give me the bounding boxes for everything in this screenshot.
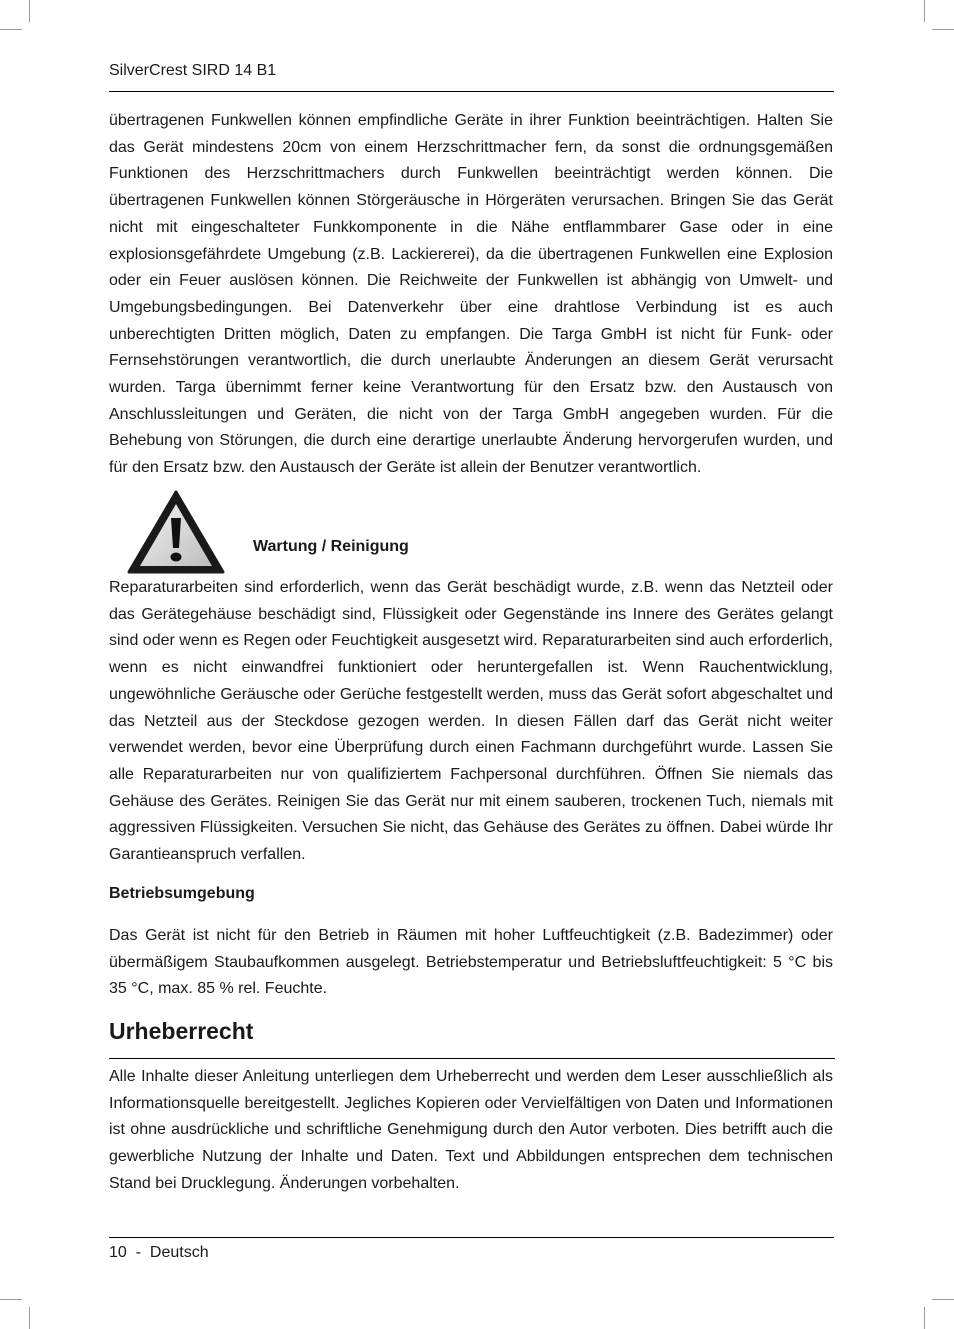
copyright-section-title: Urheberrecht xyxy=(109,1018,254,1044)
crop-mark xyxy=(29,1307,30,1329)
footer-divider xyxy=(109,1237,834,1238)
environment-paragraph: Das Gerät ist nicht für den Betrieb in Räumen mit hoher Luftfeuchtigkeit (z.B. Badezimmer) oder übermäßigem Staubaufkommen ausgelegt. Betriebstemperatur und Betriebsluftfeuchtigkeit: 5 °C bis 35 °C, max. 85 % rel. Feuchte. xyxy=(109,927,833,998)
warning-triangle-icon xyxy=(127,490,225,574)
intro-paragraph: übertragenen Funkwellen können empfindliche Geräte in ihrer Funktion beeinträchtigen. Halten Sie das Gerät mindestens 20cm von einem Herzschrittmacher fern, da sonst die ordnungsgemäßen Funktionen des Herzschrittmachers durch Funkwellen beeinträchtigt werden können. Die übertragenen Funkwellen können Störgeräusche in Hörgeräten verursachen. Bringen Sie das Gerät nicht mit eingeschalteter Funkkomponente in die Nähe entflammbarer Gase oder in eine explosionsgefährdete Umgebung (z.B. Lackiererei), da die übertragenen Funkwellen eine Explosion oder ein Feuer auslösen können. Die Reichweite der Funkwellen ist abhängig von Umwelt- und Umgebungsbedingungen. Bei Datenverkehr über eine drahtlose Verbindung ist es auch unberechtigten Dritten möglich, Daten zu empfangen. Die Targa GmbH ist nicht für Funk- oder Fernsehstörungen verantwortlich, die durch unerlaubte Änderungen an diesem Gerät verursacht wurden. Targa übernimmt ferner keine Verantwortung für den Ersatz bzw. den Austausch von Anschlussleitungen und Geräten, die nicht von der Targa GmbH angegeben wurden. Für die Behebung von Störungen, die durch eine derartige unerlaubte Änderung hervorgerufen wurden, und für den Ersatz bzw. den Austausch der Geräte ist allein der Benutzer verantwortlich. xyxy=(109,112,833,477)
section-divider xyxy=(109,1058,835,1059)
header-divider xyxy=(109,91,834,92)
crop-mark xyxy=(924,1307,925,1329)
maintenance-paragraph: Reparaturarbeiten sind erforderlich, wenn das Gerät beschädigt wurde, z.B. wenn das Netzteil oder das Gerätegehäuse beschädigt sind, Flüssigkeit oder Gegenstände ins Innere des Gerätes gelangt sind oder wenn es Regen oder Feuchtigkeit ausgesetzt wird. Reparaturarbeiten sind auch erforderlich, wenn es nicht einwandfrei funktioniert oder heruntergefallen ist. Wenn Rauchentwicklung, ungewöhnliche Geräusche oder Gerüche festgestellt werden, muss das Gerät sofort abgeschaltet und das Netzteil aus der Steckdose gezogen werden. In diesen Fällen darf das Gerät nicht weiter verwendet werden, bevor eine Überprüfung durch einen Fachmann durchgeführt wurde. Lassen Sie alle Reparaturarbeiten nur von qualifiziertem Fachpersonal durchführen. Öffnen Sie niemals das Gehäuse des Gerätes. Reinigen Sie das Gerät nur mit einem sauberen, trockenen Tuch, niemals mit aggressiven Flüssigkeiten. Versuchen Sie nicht, das Gehäuse des Gerätes zu öffnen. Dabei würde Ihr Garantieanspruch verfallen. xyxy=(109,579,833,864)
crop-mark xyxy=(932,29,954,30)
crop-mark xyxy=(0,1299,22,1300)
maintenance-heading: Wartung / Reinigung xyxy=(253,538,409,555)
copyright-paragraph: Alle Inhalte dieser Anleitung unterliegen dem Urheberrecht und werden dem Leser ausschließlich als Informationsquelle bereitgestellt. Jegliches Kopieren oder Vervielfältigen von Daten und Informationen ist ohne ausdrückliche und schriftliche Genehmigung durch den Autor verboten. Dies betrifft auch die gewerbliche Nutzung der Inhalte und Daten. Text und Abbildungen entsprechen dem technischen Stand bei Drucklegung. Änderungen vorbehalten. xyxy=(109,1068,833,1192)
crop-mark xyxy=(932,1299,954,1300)
environment-heading: Betriebsumgebung xyxy=(109,885,255,902)
crop-mark xyxy=(924,0,925,22)
page-footer: 10 - Deutsch xyxy=(109,1244,209,1261)
crop-mark xyxy=(29,0,30,22)
crop-mark xyxy=(0,29,22,30)
page-header-title: SilverCrest SIRD 14 B1 xyxy=(109,62,277,79)
